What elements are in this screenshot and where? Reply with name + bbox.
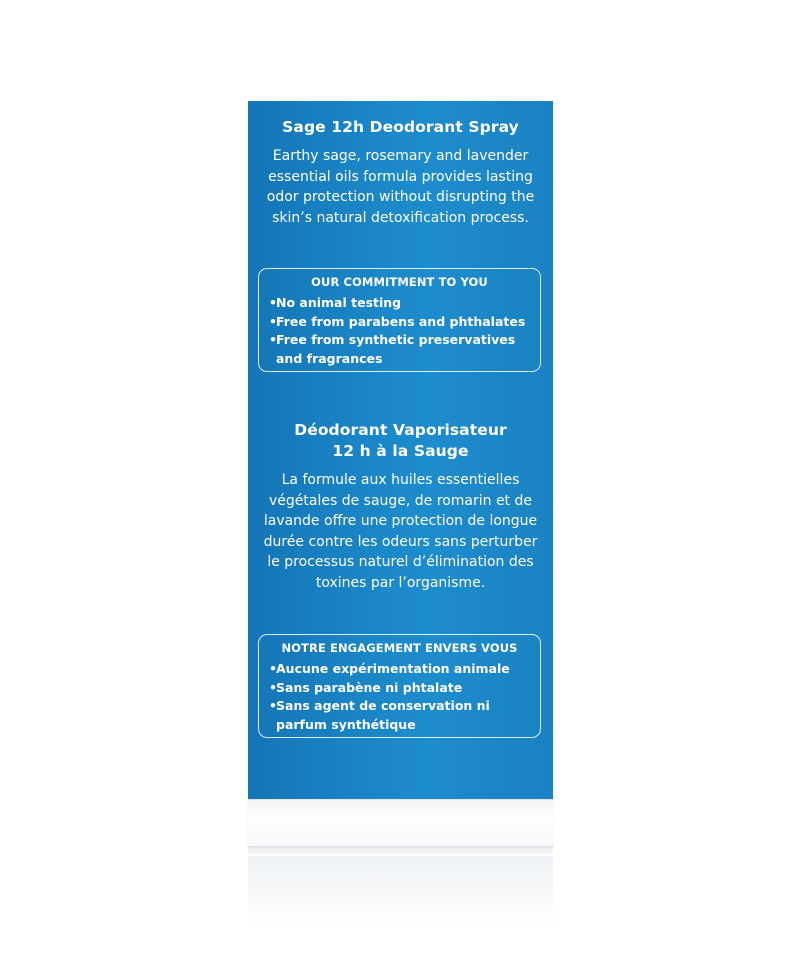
list-item: • Sans parabène ni phtalate: [269, 679, 463, 695]
product-box: [248, 101, 553, 846]
list-item: • Aucune expérimentation animale: [269, 661, 510, 676]
box-bottom-edge: [248, 799, 553, 846]
list-item-text: Sans parabène ni phtalate: [276, 679, 463, 695]
list-item: • Sans agent de conservation ni parfum synthétique: [269, 698, 490, 732]
list-item-text: Free from synthetic preservatives and fragrances: [276, 332, 516, 366]
list-item: • Free from parabens and phthalates: [269, 313, 526, 329]
list-item-text: Free from parabens and phthalates: [276, 313, 526, 329]
list-item-text: Aucune expérimentation animale: [276, 661, 510, 676]
french-commitment-heading: NOTRE ENGAGEMENT ENVERS VOUS: [281, 641, 518, 655]
list-item: • No animal testing: [269, 295, 402, 310]
english-commitment-list: [259, 294, 540, 368]
english-commitment-panel: [258, 268, 541, 372]
list-item: • Free from synthetic preservatives and fragrances: [269, 332, 516, 366]
french-commitment-panel: [258, 634, 541, 738]
list-item-text: Sans agent de conservation ni parfum synthétique: [276, 698, 490, 732]
french-title-line1: Déodorant Vaporisateur: [294, 421, 507, 439]
french-commitment-list: [259, 660, 540, 734]
english-description: Earthy sage, rosemary and lavender essential oils formula provides lasting odor protection without disrupting the skin’s natural detoxification process.: [266, 148, 535, 226]
box-base: [248, 846, 553, 854]
box-reflection: [248, 856, 553, 926]
french-title-line2: 12 h à la Sauge: [332, 442, 469, 460]
list-item-text: No animal testing: [276, 295, 402, 310]
french-description: La formule aux huiles essentielles végétales de sauge, de romarin et de lavande offre une protection de longue durée contre les odeurs sans perturber le processus naturel d’élimination des toxines par l’organisme.: [263, 472, 538, 591]
english-commitment-heading: OUR COMMITMENT TO YOU: [311, 275, 488, 289]
english-title: Sage 12h Deodorant Spray: [282, 118, 519, 136]
